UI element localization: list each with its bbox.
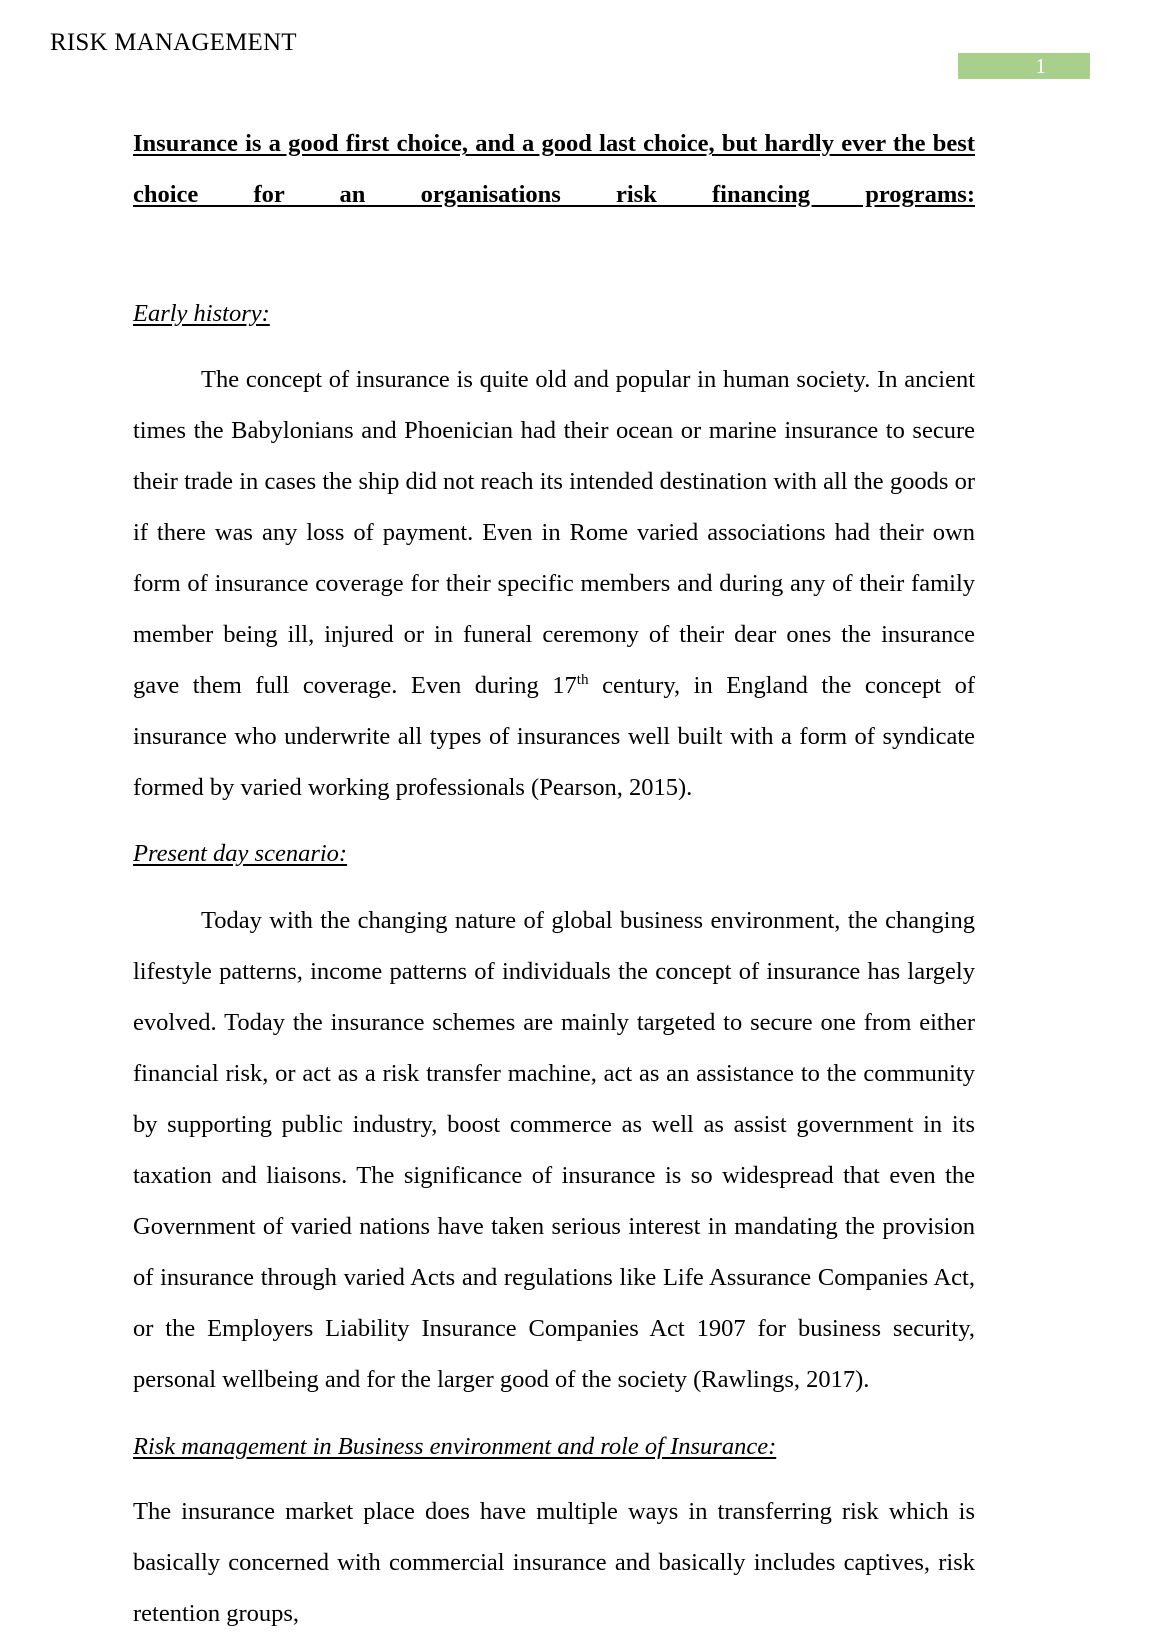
spacer [133,1405,975,1421]
section-heading-early-history: Early history: [133,300,270,327]
page-number-badge [958,53,1090,79]
document-title: Insurance is a good first choice, and a good last choice, but hardly ever the best choice for an organisations risk financing programs: [133,130,975,208]
paragraph-present-day-scenario: Today with the changing nature of global business environment, the changing lifestyle patterns, income patterns of individuals the concept of insurance has largely evolved. Today the insurance schemes are mainly targeted to secure one from either financial risk, or act as a risk transfer machine, act as an assistance to the community by supporting public industry, boost commerce as well as assist government in its taxation and liaisons. The significance of insurance is so widespread that even the Government of varied nations have taken serious interest in mandating the provision of insurance through varied Acts and regulations like Life Assurance Companies Act, or the Employers Liability Insurance Companies Act 1907 for business security, personal wellbeing and for the larger good of the society (Rawlings, 2017). [133,907,975,1393]
paragraph-early-history [133,354,975,813]
page-header [0,0,1158,92]
section-heading-present-day-scenario: Present day scenario: [133,840,348,867]
spacer [133,813,975,828]
spacer [133,879,975,895]
spacer [133,1472,975,1486]
page-number-text: 1 [1035,54,1046,78]
section-heading-risk-management-role: Risk management in Business environment and role of Insurance: [133,1433,777,1460]
document-body [133,118,975,1638]
ordinal-superscript: th [576,670,589,688]
paragraph-text-part-1: The concept of insurance is quite old and popular in human society. In ancient times the Babylonians and Phoenician had their ocean or marine insurance to secure their trade in cases the ship did not reach its intended destination with all the goods or if there was any loss of payment. Even in Rome varied associations had their own form of insurance coverage for their specific members and during any of their family member being ill, injured or in funeral ceremony of their dear ones the insurance gave them full coverage. Even during 17 [133,366,975,699]
spacer [133,339,975,354]
paragraph-text-part-2: century, in England the concept of insurance who underwrite all types of insurances well built with a form of syndicate formed by varied working professionals (Pearson, 2015). [133,672,975,801]
paragraph-risk-management-role: The insurance market place does have multiple ways in transferring risk which is basically concerned with commercial insurance and basically includes captives, risk retention groups, [133,1498,975,1627]
spacer [133,271,975,288]
running-header-title: RISK MANAGEMENT [50,29,297,56]
